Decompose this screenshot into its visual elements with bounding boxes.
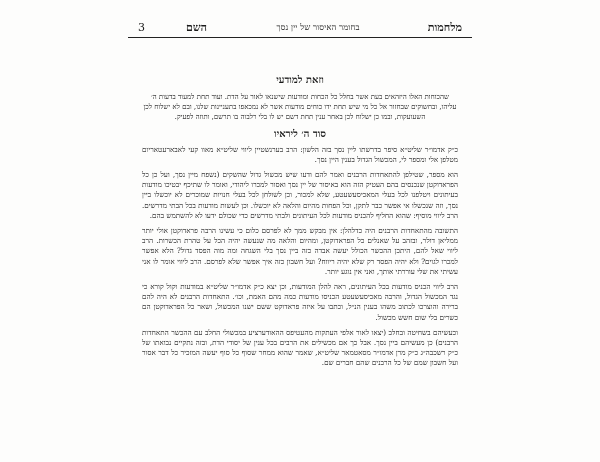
header-section: השם	[186, 21, 207, 34]
header-rule	[128, 37, 472, 38]
body-paragraph: כ״ק אדמו״ר שליט״א סיפר בדרשתו ליין נסך בזה הלשון: הרב בערנשטיין ליווי שליט״א מאוו קעי לאבארעטאריום מטלפן אלי ומספר לי, המכשול הגדול בענין היין נסך.	[142, 144, 458, 164]
running-header	[128, 20, 472, 36]
body-paragraph: הוא מספר, שטילפן להתאחדות הרבנים ואמר להם ודעו שיש מכשול גדול שהשקים (נשפח מיין נסך, ועל כן כל הפראדוקטן שנכנסים בהם העטיק הזה הוא באיסור של יין נסך ואסור למכרו ליהודי, ואומר לו שתיכף יבטיכו מודעות בעיתונים ויטלפנו לכל בעלי המאכיסעשעטע, שלא למכור, וכן לשולחן לכל בעלי חנויות שמוכרים לא יוכשלו ביין נסך, וזה שנכשלו אי אפשר כבר לתקן, וכל הפחות מהיום והלאה לא יוכשלו. וכן לעשות מודעות בכל הבתי מדרשים. הרב ליווי מוסיף: שהוא החליף להכניס מודעות לכל העיתונים ולבתי מדרשים כדי שכולם ידעו לא להשתמש בהם.	[142, 170, 458, 220]
document-title: וזאת למודעי	[276, 75, 324, 86]
document-body	[142, 74, 458, 374]
section-title: סוד ה׳ ליראיו	[274, 128, 326, 140]
intro-paragraph: שהכוחות האלו היזהאים בעת אשר בחלל כל הכחות ומודעות שישנאו לאור על הדת. ועוד תחת למעוד בדעות ה׳ עליהו, ובחשוקים שבחזור אל כל מי שיש תחת ידו כוחים מודעות אשר לא נמכאפו בתעניינות שלנו, ובם לא ישלוח לכן השעועקות, ובמו כן ישלוח לכן באחר ענין תחת דשם יש לו בלי רלבוה בו תרשם, ותוזה לפעיק.	[143, 93, 457, 122]
body-paragraph: הרב ליווי הכניס מודעות בכל העיתונים, ראה להלן המודעות, וכן יצא כ״ק אדמו״ר שליט״א במודעות וקול קורא כי נגד המכשול הגדול, והרבה מאכיסעשעטע הכניסו מודעות כמה מהם האמת, וכו׳. התאחדות הרבנים לא היה להם ברירה והוצרכו לכתוב משהו בענין הנ״ל, וכתבו על איזה פראדוקט ששם ישנו המכשול, ושאר כל הפראדוקטן הם כשרים בלי שום חשש מכשול.	[142, 282, 458, 322]
body-paragraph: וכעשיהם בשחיטה ובחלב (יצאו לאור אלפי העתקות מהעטיפס ההאודערציע במכשולי החלב עם ההכשר התאחדות הרבנים) כן מעשיהם ביין נסך. אבל כך אם מכשילים את הרבים בכל ענין של יסודי הדת, ובזה נתקיים נבואתו של כ״ק רשכבה״ג כ״ק מרן אדמו״ר מסאטמאר שליט״א, שאמר שהוא ממחר שסוף כל סוף יעשה המזכיר כל דבר אסור ועל חשבון שמם של כל הרבנים שהם חברים שם.	[142, 327, 458, 368]
body-paragraph: התשובה מהתאחדות הרבנים היה כדלהלן: אין מבקש ממך לא לפרסם כלום כי עשינו הרבה פראדוקטן אולי יותר ממליאן דולר, ובזהב על שאנלים כל הפראדוקטן, ומהיום והלאה מה שנעשה יהיה הכל על טהרת הכשרות. הרב ליווי שאל להם, היתכן ההכשר הכולל יעשה אבדה כזה ביין נסך בלי השגחה ומה מוה הפסד גדול? הלא אפשר למכרו לגוים? ולא יהיה הפסד רק שלא יהיה ריווח? ועל חשבון כזה איך אפשר שלא לפרסם. הרב ליווי אומר לו אני עשיתי את שלי עוררתי אותך, ואני אין נוגע יותר.	[142, 226, 458, 276]
header-brand: מלחמות	[427, 21, 462, 34]
header-subtitle: בחומר האיסור של יין נסך	[276, 23, 360, 33]
page-number: 3	[138, 21, 145, 34]
